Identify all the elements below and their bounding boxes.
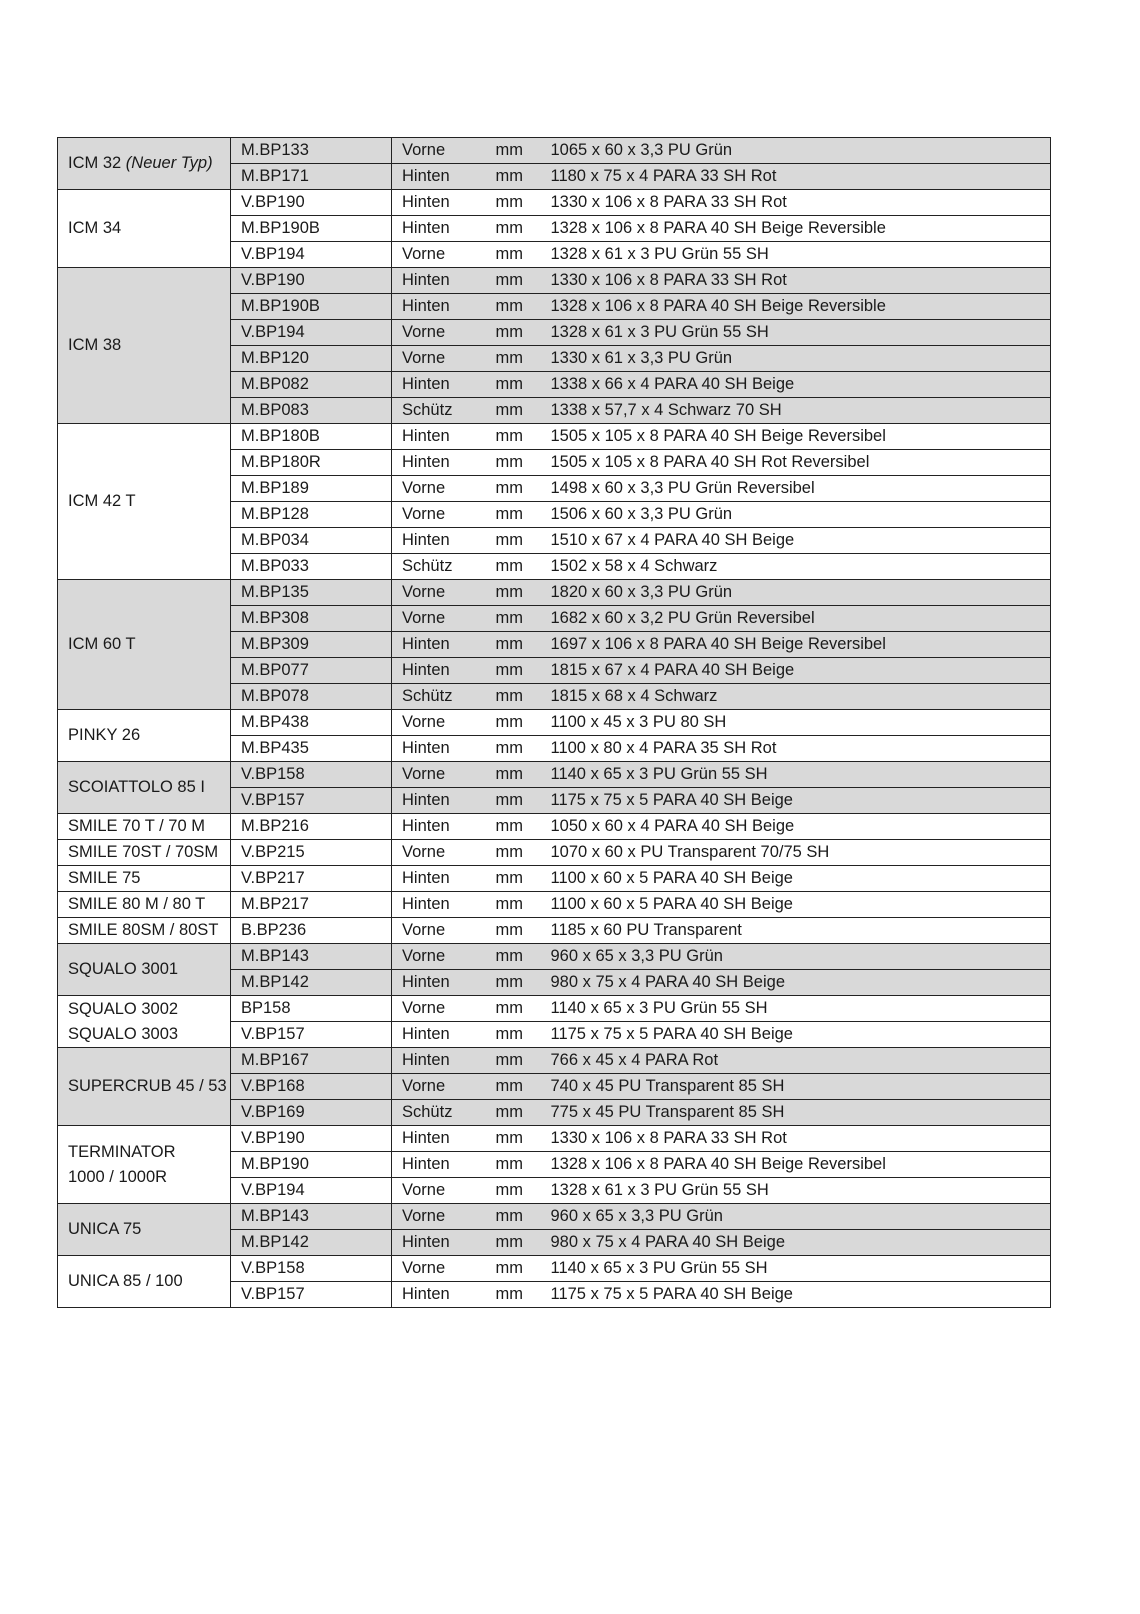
position-cell: Vorne [392, 1256, 486, 1282]
spec-cell: 1328 x 106 x 8 PARA 40 SH Beige Reversible [541, 294, 1051, 320]
model-group [58, 866, 1051, 892]
unit-cell: mm [486, 346, 541, 372]
model-name-cell [58, 1256, 231, 1308]
spec-cell: 1682 x 60 x 3,2 PU Grün Reversibel [541, 606, 1051, 632]
spec-cell: 740 x 45 PU Transparent 85 SH [541, 1074, 1051, 1100]
parts-table [57, 137, 1051, 1308]
spec-cell: 1328 x 106 x 8 PARA 40 SH Beige Reversibel [541, 1152, 1051, 1178]
spec-cell: 1328 x 106 x 8 PARA 40 SH Beige Reversible [541, 216, 1051, 242]
part-code-cell: V.BP194 [231, 242, 392, 268]
position-cell: Vorne [392, 502, 486, 528]
model-name-line: SQUALO 3002 [68, 999, 179, 1018]
position-cell: Vorne [392, 476, 486, 502]
position-cell: Schütz [392, 684, 486, 710]
part-code-cell: M.BP120 [231, 346, 392, 372]
model-group [58, 814, 1051, 840]
unit-cell: mm [486, 190, 541, 216]
model-name-cell [58, 268, 231, 424]
unit-cell: mm [486, 164, 541, 190]
position-cell: Hinten [392, 424, 486, 450]
table-row [58, 840, 1051, 866]
model-name-cell [58, 1048, 231, 1126]
part-code-cell: M.BP143 [231, 1204, 392, 1230]
unit-cell: mm [486, 242, 541, 268]
model-name-line: SQUALO 3003 [68, 1024, 179, 1043]
unit-cell: mm [486, 944, 541, 970]
table-row [58, 866, 1051, 892]
model-name-cell [58, 944, 231, 996]
model-name-line: ICM 38 [68, 336, 122, 354]
model-name-cell [58, 996, 231, 1048]
spec-cell: 1498 x 60 x 3,3 PU Grün Reversibel [541, 476, 1051, 502]
position-cell: Hinten [392, 164, 486, 190]
position-cell: Vorne [392, 996, 486, 1022]
spec-cell: 1506 x 60 x 3,3 PU Grün [541, 502, 1051, 528]
part-code-cell: M.BP083 [231, 398, 392, 424]
spec-cell: 1050 x 60 x 4 PARA 40 SH Beige [541, 814, 1051, 840]
table-row [58, 762, 1051, 788]
position-cell: Vorne [392, 580, 486, 606]
part-code-cell: V.BP217 [231, 866, 392, 892]
position-cell: Vorne [392, 346, 486, 372]
position-cell: Hinten [392, 1048, 486, 1074]
part-code-cell: B.BP236 [231, 918, 392, 944]
unit-cell: mm [486, 1152, 541, 1178]
table-row [58, 1048, 1051, 1074]
model-name-cell [58, 1126, 231, 1204]
unit-cell: mm [486, 216, 541, 242]
unit-cell: mm [486, 736, 541, 762]
unit-cell: mm [486, 918, 541, 944]
model-name-line: SMILE 75 [68, 869, 141, 887]
model-name-cell [58, 190, 231, 268]
table-row [58, 1204, 1051, 1230]
part-code-cell: M.BP190B [231, 216, 392, 242]
spec-cell: 1505 x 105 x 8 PARA 40 SH Rot Reversibel [541, 450, 1051, 476]
unit-cell: mm [486, 528, 541, 554]
position-cell: Hinten [392, 892, 486, 918]
unit-cell: mm [486, 1126, 541, 1152]
part-code-cell: M.BP128 [231, 502, 392, 528]
table-row [58, 268, 1051, 294]
spec-cell: 980 x 75 x 4 PARA 40 SH Beige [541, 1230, 1051, 1256]
part-code-cell: V.BP157 [231, 788, 392, 814]
spec-cell: 980 x 75 x 4 PARA 40 SH Beige [541, 970, 1051, 996]
position-cell: Schütz [392, 398, 486, 424]
unit-cell: mm [486, 320, 541, 346]
spec-cell: 1140 x 65 x 3 PU Grün 55 SH [541, 762, 1051, 788]
table-row [58, 892, 1051, 918]
unit-cell: mm [486, 1256, 541, 1282]
part-code-cell: M.BP143 [231, 944, 392, 970]
unit-cell: mm [486, 892, 541, 918]
model-group [58, 1126, 1051, 1204]
unit-cell: mm [486, 996, 541, 1022]
table-row [58, 1256, 1051, 1282]
model-name-line: ICM 34 [68, 219, 122, 237]
position-cell: Hinten [392, 1126, 486, 1152]
model-group [58, 1256, 1051, 1308]
part-code-cell: V.BP190 [231, 190, 392, 216]
model-group [58, 190, 1051, 268]
position-cell: Hinten [392, 970, 486, 996]
unit-cell: mm [486, 268, 541, 294]
position-cell: Vorne [392, 1074, 486, 1100]
part-code-cell: M.BP078 [231, 684, 392, 710]
position-cell: Hinten [392, 1282, 486, 1308]
spec-cell: 1140 x 65 x 3 PU Grün 55 SH [541, 996, 1051, 1022]
position-cell: Hinten [392, 658, 486, 684]
spec-cell: 1100 x 60 x 5 PARA 40 SH Beige [541, 892, 1051, 918]
part-code-cell: V.BP194 [231, 1178, 392, 1204]
model-name-line: ICM 60 T [68, 635, 136, 653]
spec-cell: 1815 x 67 x 4 PARA 40 SH Beige [541, 658, 1051, 684]
position-cell: Hinten [392, 736, 486, 762]
model-name-cell [58, 424, 231, 580]
part-code-cell: V.BP157 [231, 1022, 392, 1048]
part-code-cell: V.BP157 [231, 1282, 392, 1308]
position-cell: Hinten [392, 866, 486, 892]
model-name-line: SUPERCRUB 45 / 53 [68, 1077, 227, 1095]
part-code-cell: M.BP309 [231, 632, 392, 658]
spec-cell: 960 x 65 x 3,3 PU Grün [541, 1204, 1051, 1230]
position-cell: Vorne [392, 1204, 486, 1230]
spec-cell: 1328 x 61 x 3 PU Grün 55 SH [541, 320, 1051, 346]
spec-cell: 1697 x 106 x 8 PARA 40 SH Beige Reversibel [541, 632, 1051, 658]
spec-cell: 1510 x 67 x 4 PARA 40 SH Beige [541, 528, 1051, 554]
part-code-cell: M.BP135 [231, 580, 392, 606]
part-code-cell: M.BP189 [231, 476, 392, 502]
part-code-cell: M.BP190B [231, 294, 392, 320]
spec-cell: 960 x 65 x 3,3 PU Grün [541, 944, 1051, 970]
table-row [58, 944, 1051, 970]
unit-cell: mm [486, 814, 541, 840]
unit-cell: mm [486, 398, 541, 424]
part-code-cell: V.BP190 [231, 268, 392, 294]
model-group [58, 424, 1051, 580]
position-cell: Hinten [392, 372, 486, 398]
spec-cell: 1330 x 106 x 8 PARA 33 SH Rot [541, 1126, 1051, 1152]
unit-cell: mm [486, 1074, 541, 1100]
spec-cell: 1338 x 66 x 4 PARA 40 SH Beige [541, 372, 1051, 398]
model-name-line: PINKY 26 [68, 726, 141, 744]
unit-cell: mm [486, 1048, 541, 1074]
model-name-cell [58, 918, 231, 944]
part-code-cell: M.BP142 [231, 970, 392, 996]
table-row [58, 814, 1051, 840]
model-group [58, 840, 1051, 866]
position-cell: Hinten [392, 814, 486, 840]
model-name-line: SCOIATTOLO 85 I [68, 778, 205, 796]
model-group [58, 580, 1051, 710]
model-group [58, 710, 1051, 762]
part-code-cell: V.BP215 [231, 840, 392, 866]
position-cell: Hinten [392, 294, 486, 320]
unit-cell: mm [486, 970, 541, 996]
model-group [58, 1048, 1051, 1126]
position-cell: Hinten [392, 450, 486, 476]
model-name-cell [58, 840, 231, 866]
model-name-line: SQUALO 3001 [68, 960, 179, 978]
part-code-cell: M.BP033 [231, 554, 392, 580]
unit-cell: mm [486, 424, 541, 450]
position-cell: Hinten [392, 632, 486, 658]
model-name-cell [58, 892, 231, 918]
table-row [58, 1126, 1051, 1152]
spec-cell: 766 x 45 x 4 PARA Rot [541, 1048, 1051, 1074]
part-code-cell: V.BP158 [231, 1256, 392, 1282]
part-code-cell: M.BP034 [231, 528, 392, 554]
unit-cell: mm [486, 866, 541, 892]
unit-cell: mm [486, 840, 541, 866]
unit-cell: mm [486, 372, 541, 398]
model-name-cell [58, 1204, 231, 1256]
spec-cell: 775 x 45 PU Transparent 85 SH [541, 1100, 1051, 1126]
spec-cell: 1070 x 60 x PU Transparent 70/75 SH [541, 840, 1051, 866]
model-name-line [68, 151, 230, 176]
position-cell: Hinten [392, 788, 486, 814]
unit-cell: mm [486, 294, 541, 320]
model-name-cell [58, 580, 231, 710]
spec-cell: 1502 x 58 x 4 Schwarz [541, 554, 1051, 580]
spec-cell: 1330 x 106 x 8 PARA 33 SH Rot [541, 268, 1051, 294]
spec-cell: 1330 x 61 x 3,3 PU Grün [541, 346, 1051, 372]
model-name-line: UNICA 85 / 100 [68, 1272, 183, 1290]
position-cell: Vorne [392, 944, 486, 970]
unit-cell: mm [486, 1100, 541, 1126]
part-code-cell: M.BP167 [231, 1048, 392, 1074]
part-code-cell: M.BP180B [231, 424, 392, 450]
position-cell: Vorne [392, 138, 486, 164]
part-code-cell: M.BP077 [231, 658, 392, 684]
model-name-cell [58, 138, 231, 190]
spec-cell: 1505 x 105 x 8 PARA 40 SH Beige Reversibel [541, 424, 1051, 450]
position-cell: Vorne [392, 710, 486, 736]
spec-cell: 1175 x 75 x 5 PARA 40 SH Beige [541, 1022, 1051, 1048]
model-name-cell [58, 710, 231, 762]
table-row [58, 138, 1051, 164]
unit-cell: mm [486, 1204, 541, 1230]
model-name-line: SMILE 70ST / 70SM [68, 843, 219, 861]
part-code-cell: V.BP190 [231, 1126, 392, 1152]
part-code-cell: M.BP142 [231, 1230, 392, 1256]
spec-cell: 1180 x 75 x 4 PARA 33 SH Rot [541, 164, 1051, 190]
position-cell: Hinten [392, 528, 486, 554]
model-name-line: SMILE 80SM / 80ST [68, 921, 219, 939]
part-code-cell: V.BP168 [231, 1074, 392, 1100]
unit-cell: mm [486, 788, 541, 814]
model-type-note: (Neuer Typ) [125, 154, 213, 172]
position-cell: Vorne [392, 1178, 486, 1204]
model-group [58, 944, 1051, 996]
position-cell: Schütz [392, 1100, 486, 1126]
position-cell: Schütz [392, 554, 486, 580]
unit-cell: mm [486, 684, 541, 710]
position-cell: Vorne [392, 320, 486, 346]
spec-cell: 1815 x 68 x 4 Schwarz [541, 684, 1051, 710]
part-code-cell: V.BP158 [231, 762, 392, 788]
table-row [58, 190, 1051, 216]
unit-cell: mm [486, 580, 541, 606]
spec-cell: 1100 x 60 x 5 PARA 40 SH Beige [541, 866, 1051, 892]
spec-cell: 1330 x 106 x 8 PARA 33 SH Rot [541, 190, 1051, 216]
model-name-cell [58, 762, 231, 814]
model-group [58, 762, 1051, 814]
position-cell: Vorne [392, 606, 486, 632]
position-cell: Hinten [392, 1022, 486, 1048]
model-group [58, 918, 1051, 944]
part-code-cell: V.BP194 [231, 320, 392, 346]
model-group [58, 892, 1051, 918]
table-row [58, 424, 1051, 450]
part-code-cell: M.BP171 [231, 164, 392, 190]
unit-cell: mm [486, 606, 541, 632]
part-code-cell: M.BP180R [231, 450, 392, 476]
unit-cell: mm [486, 138, 541, 164]
model-name-line: ICM 42 T [68, 492, 136, 510]
table-row [58, 580, 1051, 606]
spec-cell: 1820 x 60 x 3,3 PU Grün [541, 580, 1051, 606]
spec-cell: 1328 x 61 x 3 PU Grün 55 SH [541, 1178, 1051, 1204]
position-cell: Hinten [392, 1152, 486, 1178]
table-row [58, 710, 1051, 736]
model-group [58, 1204, 1051, 1256]
model-name-line: UNICA 75 [68, 1220, 142, 1238]
position-cell: Hinten [392, 268, 486, 294]
model-name-text: ICM 32 [68, 154, 126, 172]
part-code-cell: M.BP216 [231, 814, 392, 840]
spec-cell: 1175 x 75 x 5 PARA 40 SH Beige [541, 1282, 1051, 1308]
spec-cell: 1100 x 80 x 4 PARA 35 SH Rot [541, 736, 1051, 762]
spec-cell: 1175 x 75 x 5 PARA 40 SH Beige [541, 788, 1051, 814]
model-name-line: TERMINATOR [68, 1142, 176, 1161]
part-code-cell: M.BP082 [231, 372, 392, 398]
model-name-line: SMILE 70 T / 70 M [68, 817, 205, 835]
unit-cell: mm [486, 710, 541, 736]
spec-cell: 1328 x 61 x 3 PU Grün 55 SH [541, 242, 1051, 268]
part-code-cell: M.BP435 [231, 736, 392, 762]
part-code-cell: M.BP190 [231, 1152, 392, 1178]
model-group [58, 268, 1051, 424]
part-code-cell: M.BP438 [231, 710, 392, 736]
spec-cell: 1140 x 65 x 3 PU Grün 55 SH [541, 1256, 1051, 1282]
part-code-cell: M.BP217 [231, 892, 392, 918]
model-name-line: 1000 / 1000R [68, 1167, 168, 1186]
model-group [58, 138, 1051, 190]
position-cell: Hinten [392, 1230, 486, 1256]
position-cell: Vorne [392, 762, 486, 788]
position-cell: Hinten [392, 216, 486, 242]
model-name-cell [58, 814, 231, 840]
position-cell: Hinten [392, 190, 486, 216]
unit-cell: mm [486, 502, 541, 528]
spec-cell: 1338 x 57,7 x 4 Schwarz 70 SH [541, 398, 1051, 424]
unit-cell: mm [486, 476, 541, 502]
position-cell: Vorne [392, 840, 486, 866]
unit-cell: mm [486, 632, 541, 658]
position-cell: Vorne [392, 918, 486, 944]
spec-cell: 1065 x 60 x 3,3 PU Grün [541, 138, 1051, 164]
part-code-cell: V.BP169 [231, 1100, 392, 1126]
unit-cell: mm [486, 554, 541, 580]
unit-cell: mm [486, 450, 541, 476]
part-code-cell: M.BP133 [231, 138, 392, 164]
unit-cell: mm [486, 658, 541, 684]
spec-cell: 1185 x 60 PU Transparent [541, 918, 1051, 944]
spec-cell: 1100 x 45 x 3 PU 80 SH [541, 710, 1051, 736]
part-code-cell: M.BP308 [231, 606, 392, 632]
model-name-line: SMILE 80 M / 80 T [68, 895, 206, 913]
unit-cell: mm [486, 1178, 541, 1204]
unit-cell: mm [486, 1282, 541, 1308]
model-group [58, 996, 1051, 1048]
position-cell: Vorne [392, 242, 486, 268]
table-row [58, 996, 1051, 1022]
unit-cell: mm [486, 1230, 541, 1256]
part-code-cell: BP158 [231, 996, 392, 1022]
unit-cell: mm [486, 1022, 541, 1048]
unit-cell: mm [486, 762, 541, 788]
table-row [58, 918, 1051, 944]
model-name-cell [58, 866, 231, 892]
